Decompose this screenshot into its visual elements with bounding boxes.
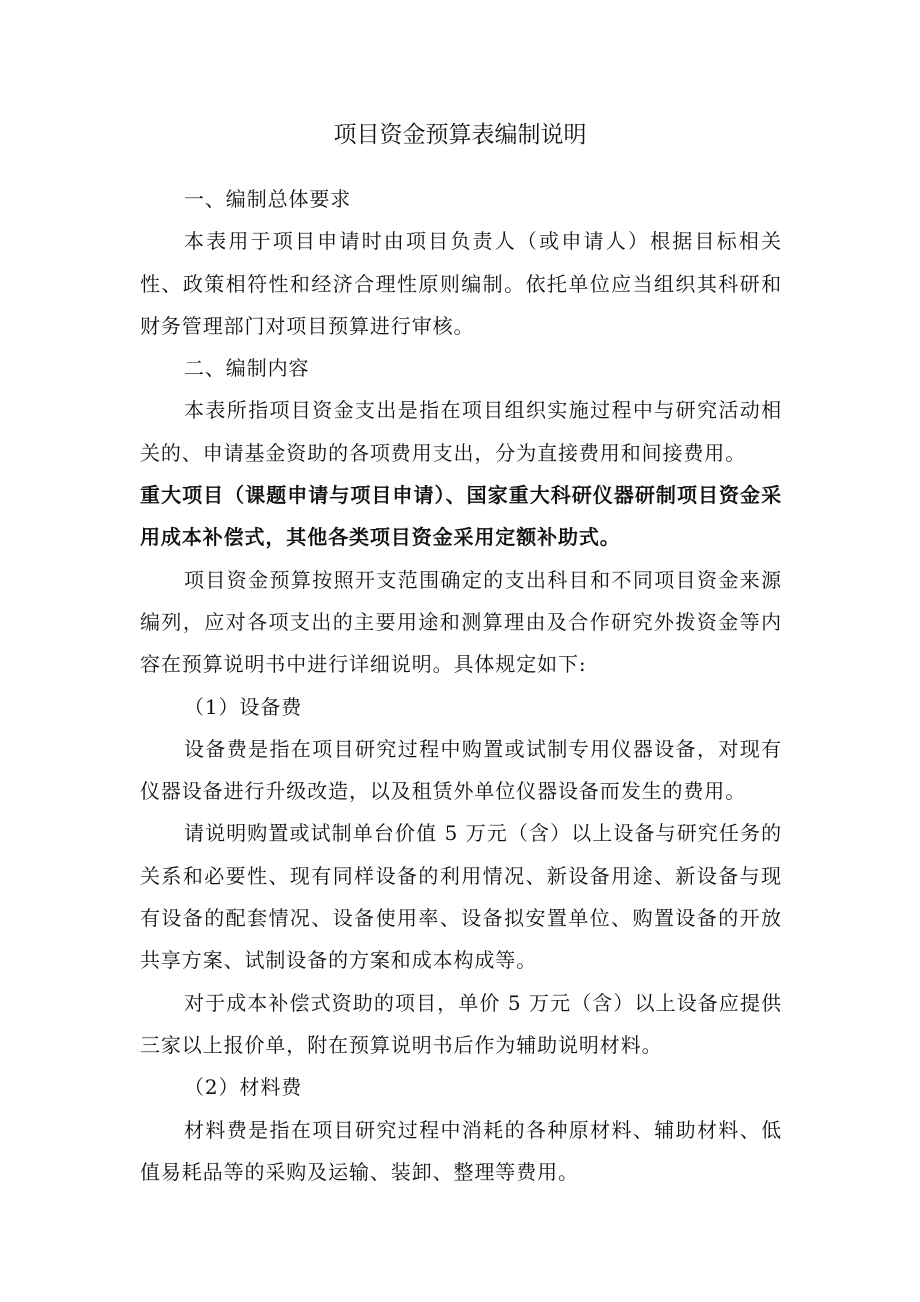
paragraph-general-requirements: 本表用于项目申请时由项目负责人（或申请人）根据目标相关性、政策相符性和经济合理性原则编制。依托单位应当组织其科研和财务管理部门对项目预算进行审核。 [140,229,782,338]
document-body [140,178,782,1193]
paragraph-expenditure-definition: 本表所指项目资金支出是指在项目组织实施过程中与研究活动相关的、申请基金资助的各项费用支出，分为直接费用和间接费用。 [140,398,782,465]
subheading-equipment-fee: （1）设备费 [184,694,303,719]
document-title: 项目资金预算表编制说明 [333,122,587,148]
paragraph-equipment-explanation: 请说明购置或试制单台价值 5 万元（含）以上设备与研究任务的关系和必要性、现有同样设备的利用情况、新设备用途、新设备与现有设备的配套情况、设备使用率、设备拟安置单位、购置设备的开放共享方案、试制设备的方案和成本构成等。 [140,821,782,973]
paragraph-material-definition: 材料费是指在项目研究过程中消耗的各种原材料、辅助材料、低值易耗品等的采购及运输、装卸、整理等费用。 [140,1117,782,1184]
paragraph-funding-mode-bold: 重大项目（课题申请与项目申请）、国家重大科研仪器研制项目资金采用成本补偿式，其他各类项目资金采用定额补助式。 [140,483,782,550]
subheading-material-fee: （2）材料费 [184,1075,303,1100]
paragraph-equipment-quotes: 对于成本补偿式资助的项目，单价 5 万元（含）以上设备应提供三家以上报价单，附在预算说明书后作为辅助说明材料。 [140,990,782,1057]
paragraph-equipment-definition: 设备费是指在项目研究过程中购置或试制专用仪器设备，对现有仪器设备进行升级改造，以及租赁外单位仪器设备而发生的费用。 [140,736,782,804]
section-heading-content: 二、编制内容 [184,356,310,381]
section-heading-general-requirements: 一、编制总体要求 [184,187,352,211]
paragraph-budget-compilation: 项目资金预算按照开支范围确定的支出科目和不同项目资金来源编列，应对各项支出的主要用途和测算理由及合作研究外拨资金等内容在预算说明书中进行详细说明。具体规定如下: [140,567,782,677]
